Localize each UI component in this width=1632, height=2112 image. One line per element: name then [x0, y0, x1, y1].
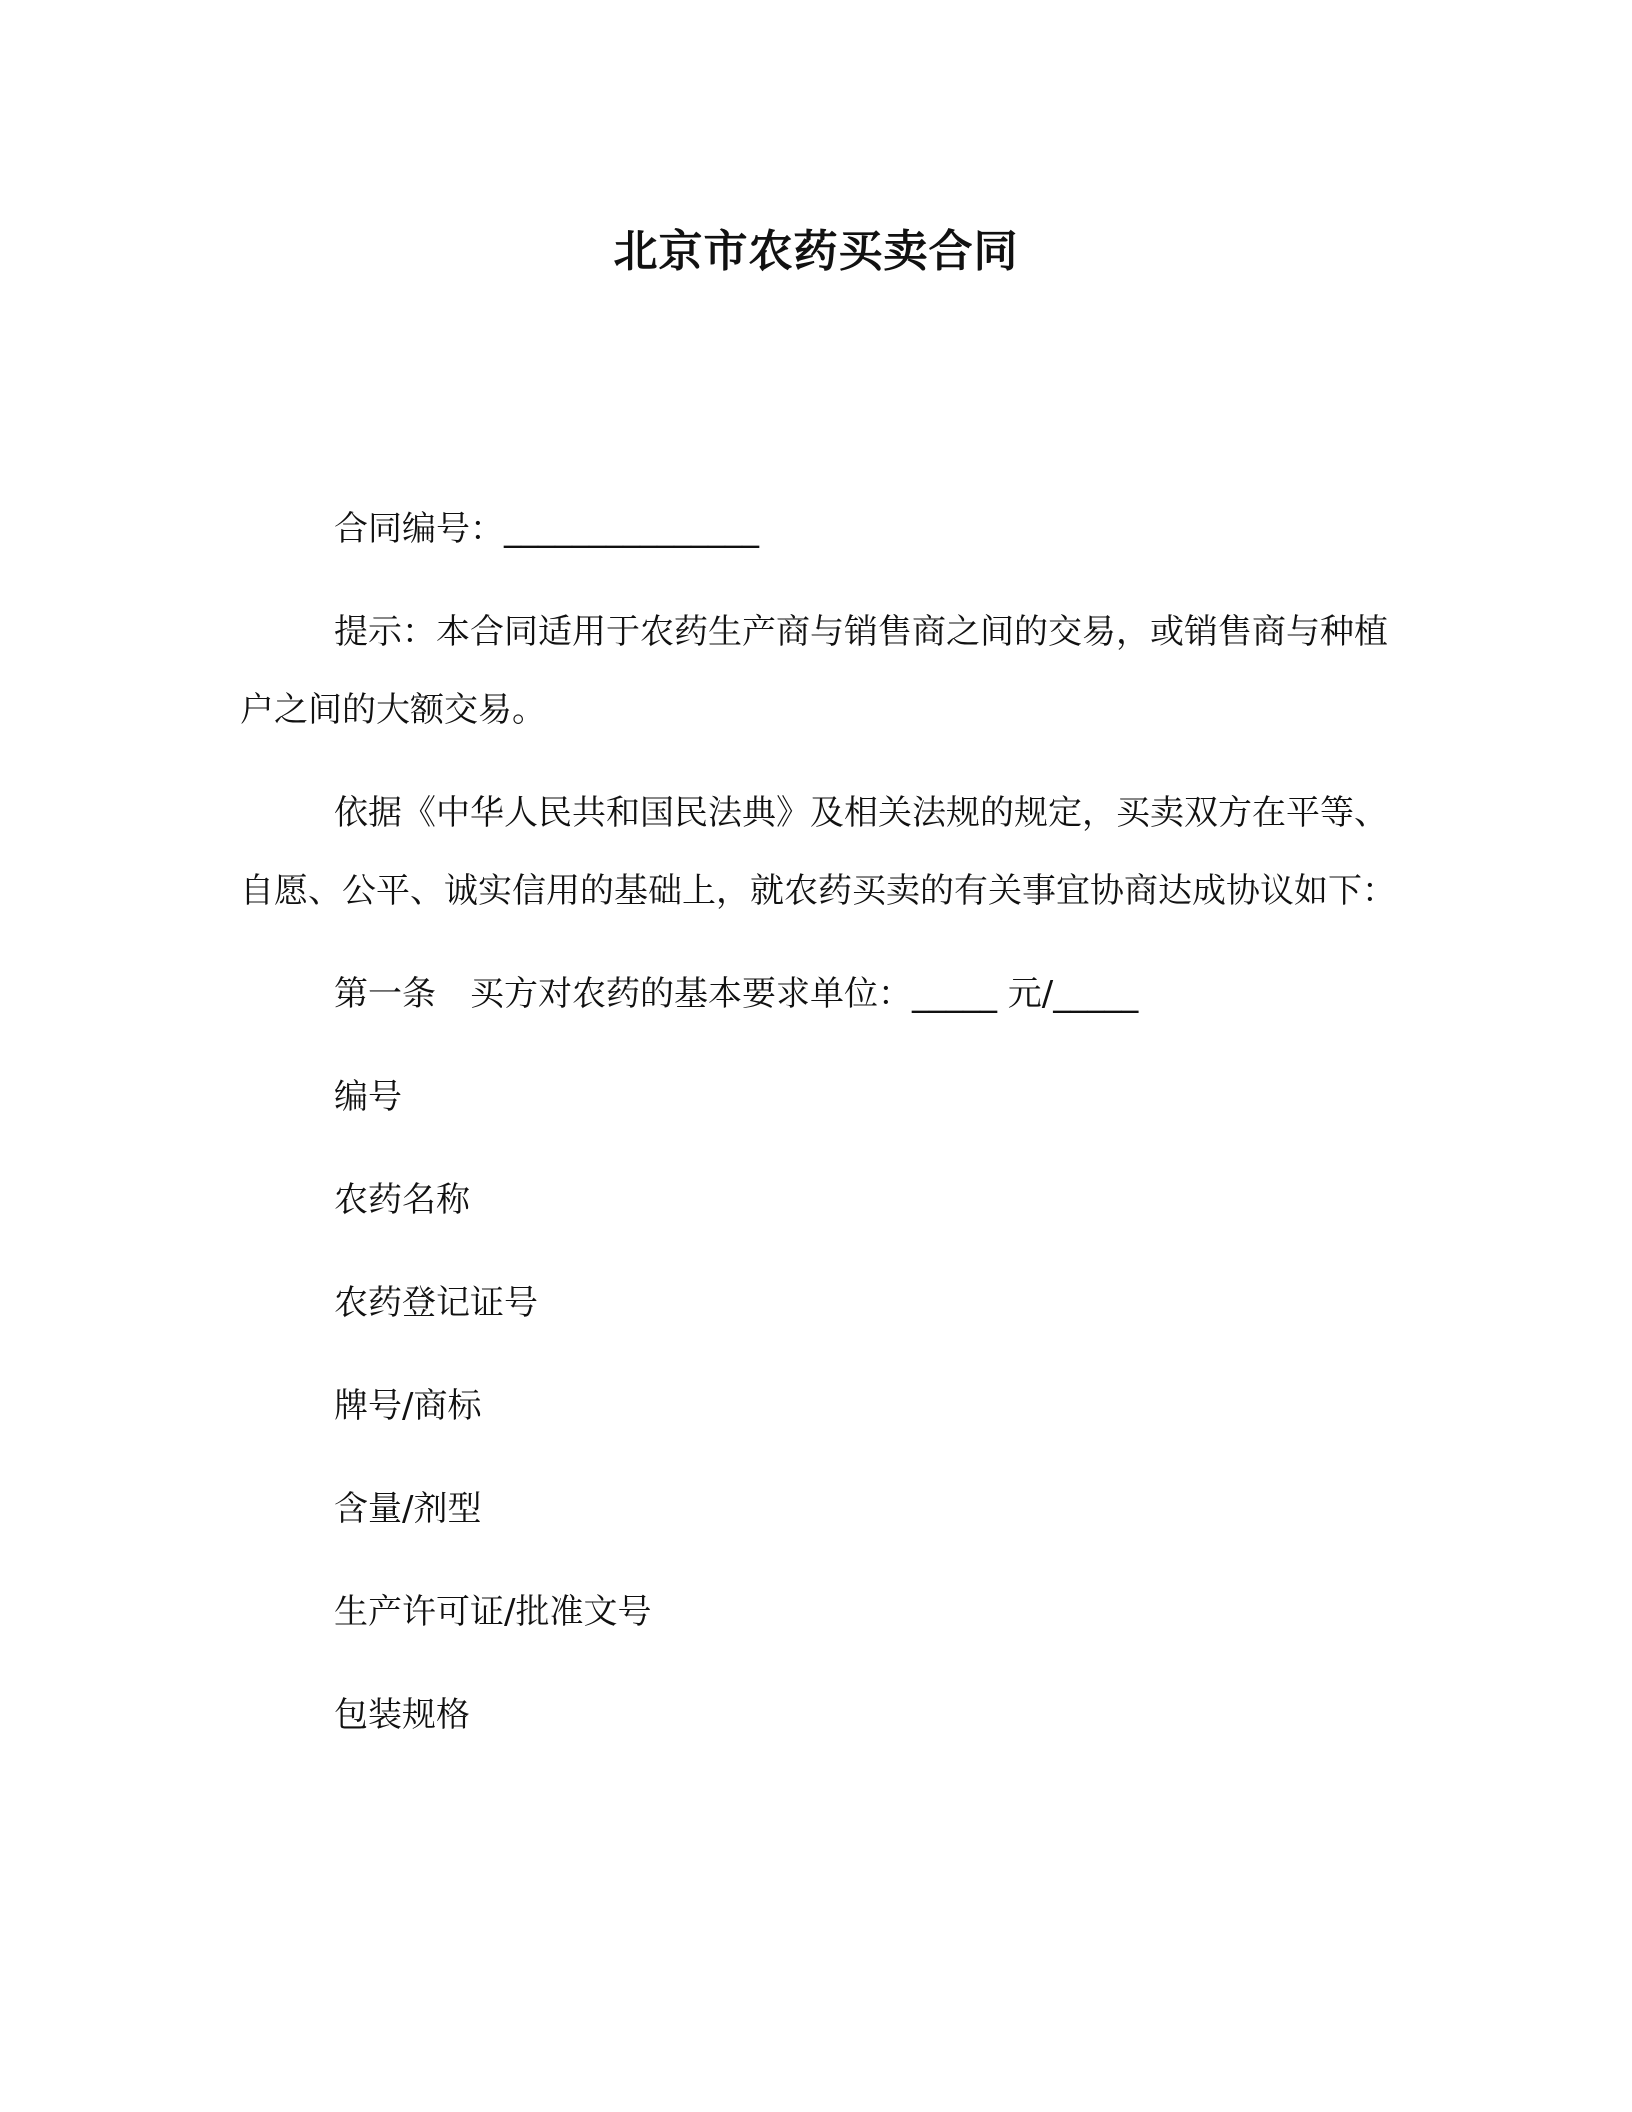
list-item: 编号 [334, 1077, 402, 1117]
list-item: 含量/剂型 [334, 1489, 482, 1529]
document-body [240, 490, 1400, 1754]
list-item: 农药登记证号 [334, 1283, 538, 1323]
document-title: 北京市农药买卖合同 [613, 226, 1019, 277]
contract-number-line: 合同编号：_______________ [334, 509, 759, 549]
list-item: 农药名称 [334, 1180, 470, 1220]
list-item: 牌号/商标 [334, 1386, 482, 1426]
notice-paragraph: 提示：本合同适用于农药生产商与销售商之间的交易，或销售商与种植户之间的大额交易。 [240, 612, 1388, 730]
list-item: 包装规格 [334, 1695, 470, 1735]
article-1-heading: 第一条 买方对农药的基本要求单位：_____ 元/_____ [334, 974, 1139, 1014]
list-item: 生产许可证/批准文号 [334, 1592, 652, 1632]
preamble-paragraph: 依据《中华人民共和国民法典》及相关法规的规定，买卖双方在平等、自愿、公平、诚实信用的基础上，就农药买卖的有关事宜协商达成协议如下： [240, 793, 1396, 911]
